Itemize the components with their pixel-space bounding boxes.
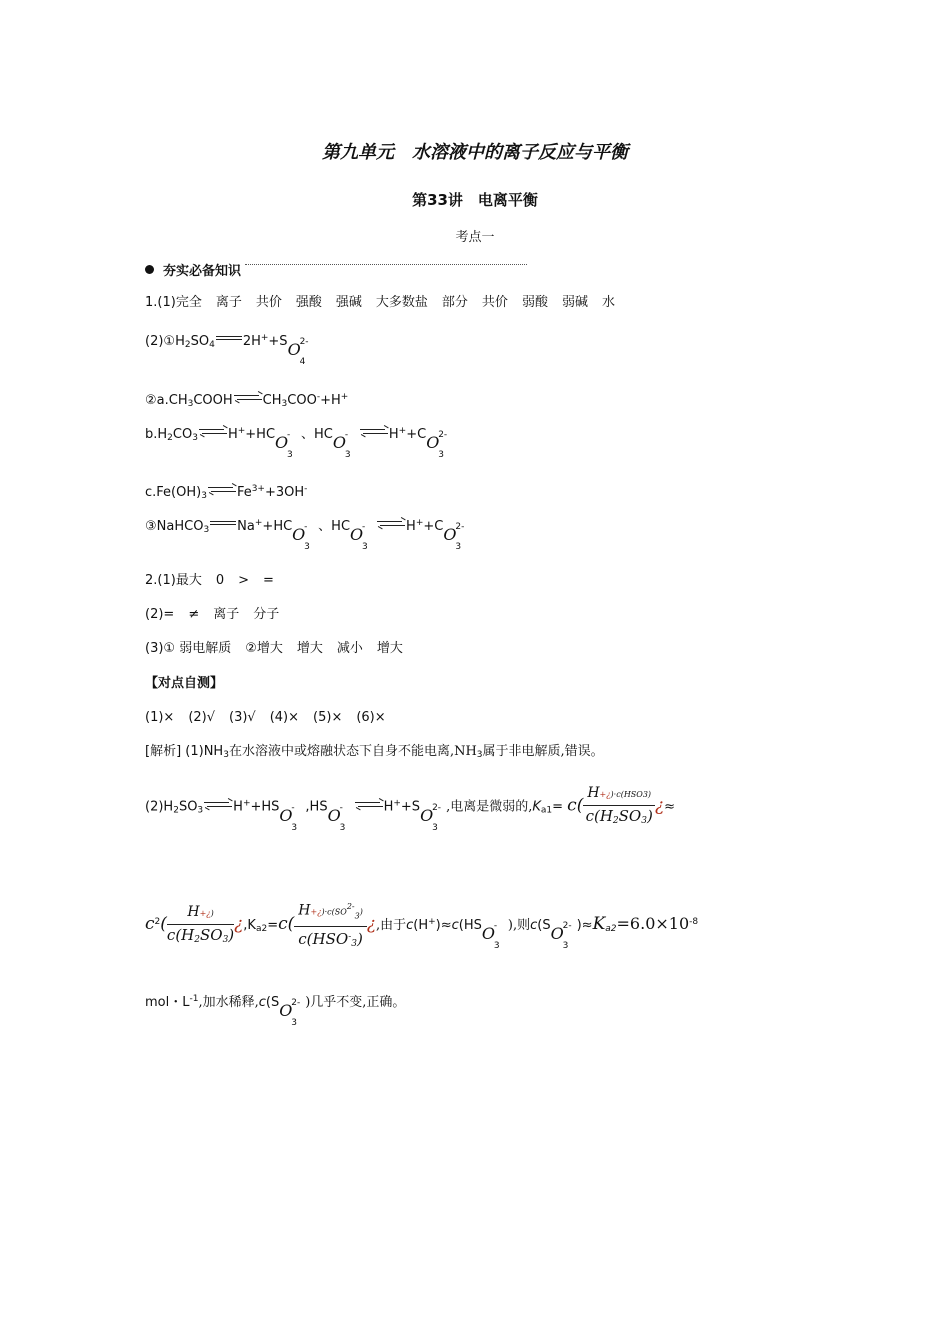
answer-item: 1.(1)完全 <box>145 295 202 310</box>
reversible-arrow-icon <box>377 520 405 527</box>
answer-item: 弱酸 <box>521 295 548 310</box>
answer-item: 部分 <box>441 295 468 310</box>
equation-h2co3: $b.H_2CO_3$ H++HC O - 3 、HC O - 3 H++C O 2- 3 <box>145 426 448 460</box>
answer-item: 离子 <box>215 295 242 310</box>
answer-line-2-3: (3)① 弱电解质 ②增大 增大 减小 增大 <box>145 641 403 656</box>
reversible-arrow-icon <box>360 428 388 435</box>
answer-line-2-1: 2.(1)最大 0 > = <box>145 573 274 588</box>
reversible-arrow-icon <box>199 428 227 435</box>
equation-ch3cooh: $②a.CH_3COOH$ $CH_3COO^-+H^+$ <box>145 392 349 409</box>
answer-item: 水 <box>601 295 615 310</box>
reversible-arrow-icon <box>234 394 262 401</box>
answer-item: 弱碱 <box>561 295 588 310</box>
approx-fraction: $\frac{H+¿)}{c(H_2SO_3)}$ <box>166 903 235 945</box>
answer-item: 强碱 <box>335 295 362 310</box>
oxide-ion: O 2- 4 <box>287 337 309 367</box>
equals-arrow-icon <box>216 336 242 342</box>
answer-item: 大多数盐 <box>375 295 428 310</box>
answer-item: 共价 <box>255 295 282 310</box>
equation-h2so4: $(2)①H_2SO_4$ 2H++S O 2- 4 <box>145 329 314 361</box>
reversible-arrow-icon <box>355 801 383 808</box>
bullet-icon <box>145 265 154 274</box>
ka2-fraction: $\frac{H+¿)\cdot c(SO^{2-}_3)}{c(HSO^-_3)}$ <box>294 898 367 953</box>
kaodian-label: 考点一 <box>455 230 495 245</box>
dotted-rule <box>245 264 527 265</box>
analysis-paragraph-3: $c^2$( $\frac{H+¿)}{c(H_2SO_3)}$ ¿$,K_{a2}=c$( $\frac{H+¿)\cdot c(SO^{2-}_3)}{c(HSO^-_3)}$ ¿,由于c(H+)≈c(HS O - 3 ),则c(S O 2- 3 )$\approx K_{a2}=6.0\times 10^{-8}$ <box>145 898 698 953</box>
analysis-paragraph-4: mol・$L^{-1}$,加水稀释,c(S O 2- 3 )几乎不变,正确。 <box>145 994 406 1028</box>
section-heading <box>145 260 527 279</box>
analysis-paragraph-2: $(2)H_2SO_3$ H++HS O - 3 ,HS O - 3 H++S O 2- 3 ,电离是微弱的$,K_{a1}= c$( $\frac{\text{H+¿)·c(HSO3)}}{c(H_2SO_3)}$ ¿≈ <box>145 785 676 833</box>
unit-title: 第九单元 水溶液中的离子反应与平衡 <box>322 142 628 163</box>
reversible-arrow-icon <box>208 486 236 493</box>
lecture-title: 第33讲 电离平衡 <box>412 191 538 209</box>
reversible-arrow-icon <box>204 801 232 808</box>
analysis-paragraph-1: [解析] $(1)NH_3$在水溶液中或熔融状态下自身不能电离$,NH_3$属于非电解质,错误。 <box>145 744 604 760</box>
answer-item: 共价 <box>481 295 508 310</box>
self-test-answers: (1)× (2)√ (3)√ (4)× (5)× (6)× <box>145 710 386 725</box>
equals-arrow-icon <box>210 521 236 527</box>
equation-nahco3: ③NaHCO$_3$ Na++HC O - 3 、HC O - 3 H++C O 2- 3 <box>145 518 465 552</box>
answer-item: 强酸 <box>295 295 322 310</box>
section-label: 夯实必备知识 <box>163 264 242 279</box>
equation-feoh3: $c.Fe(OH)_3$ $Fe^{3+}+3OH^-$ <box>145 484 308 501</box>
self-test-label: 【对点自测】 <box>145 676 224 691</box>
ka1-fraction: $\frac{\text{H+¿)·c(HSO3)}}{c(H_2SO_3)}$ <box>583 784 655 830</box>
answer-line-2-2: (2)= ≠ 离子 分子 <box>145 607 280 622</box>
answer-line-1-1 <box>145 294 615 312</box>
